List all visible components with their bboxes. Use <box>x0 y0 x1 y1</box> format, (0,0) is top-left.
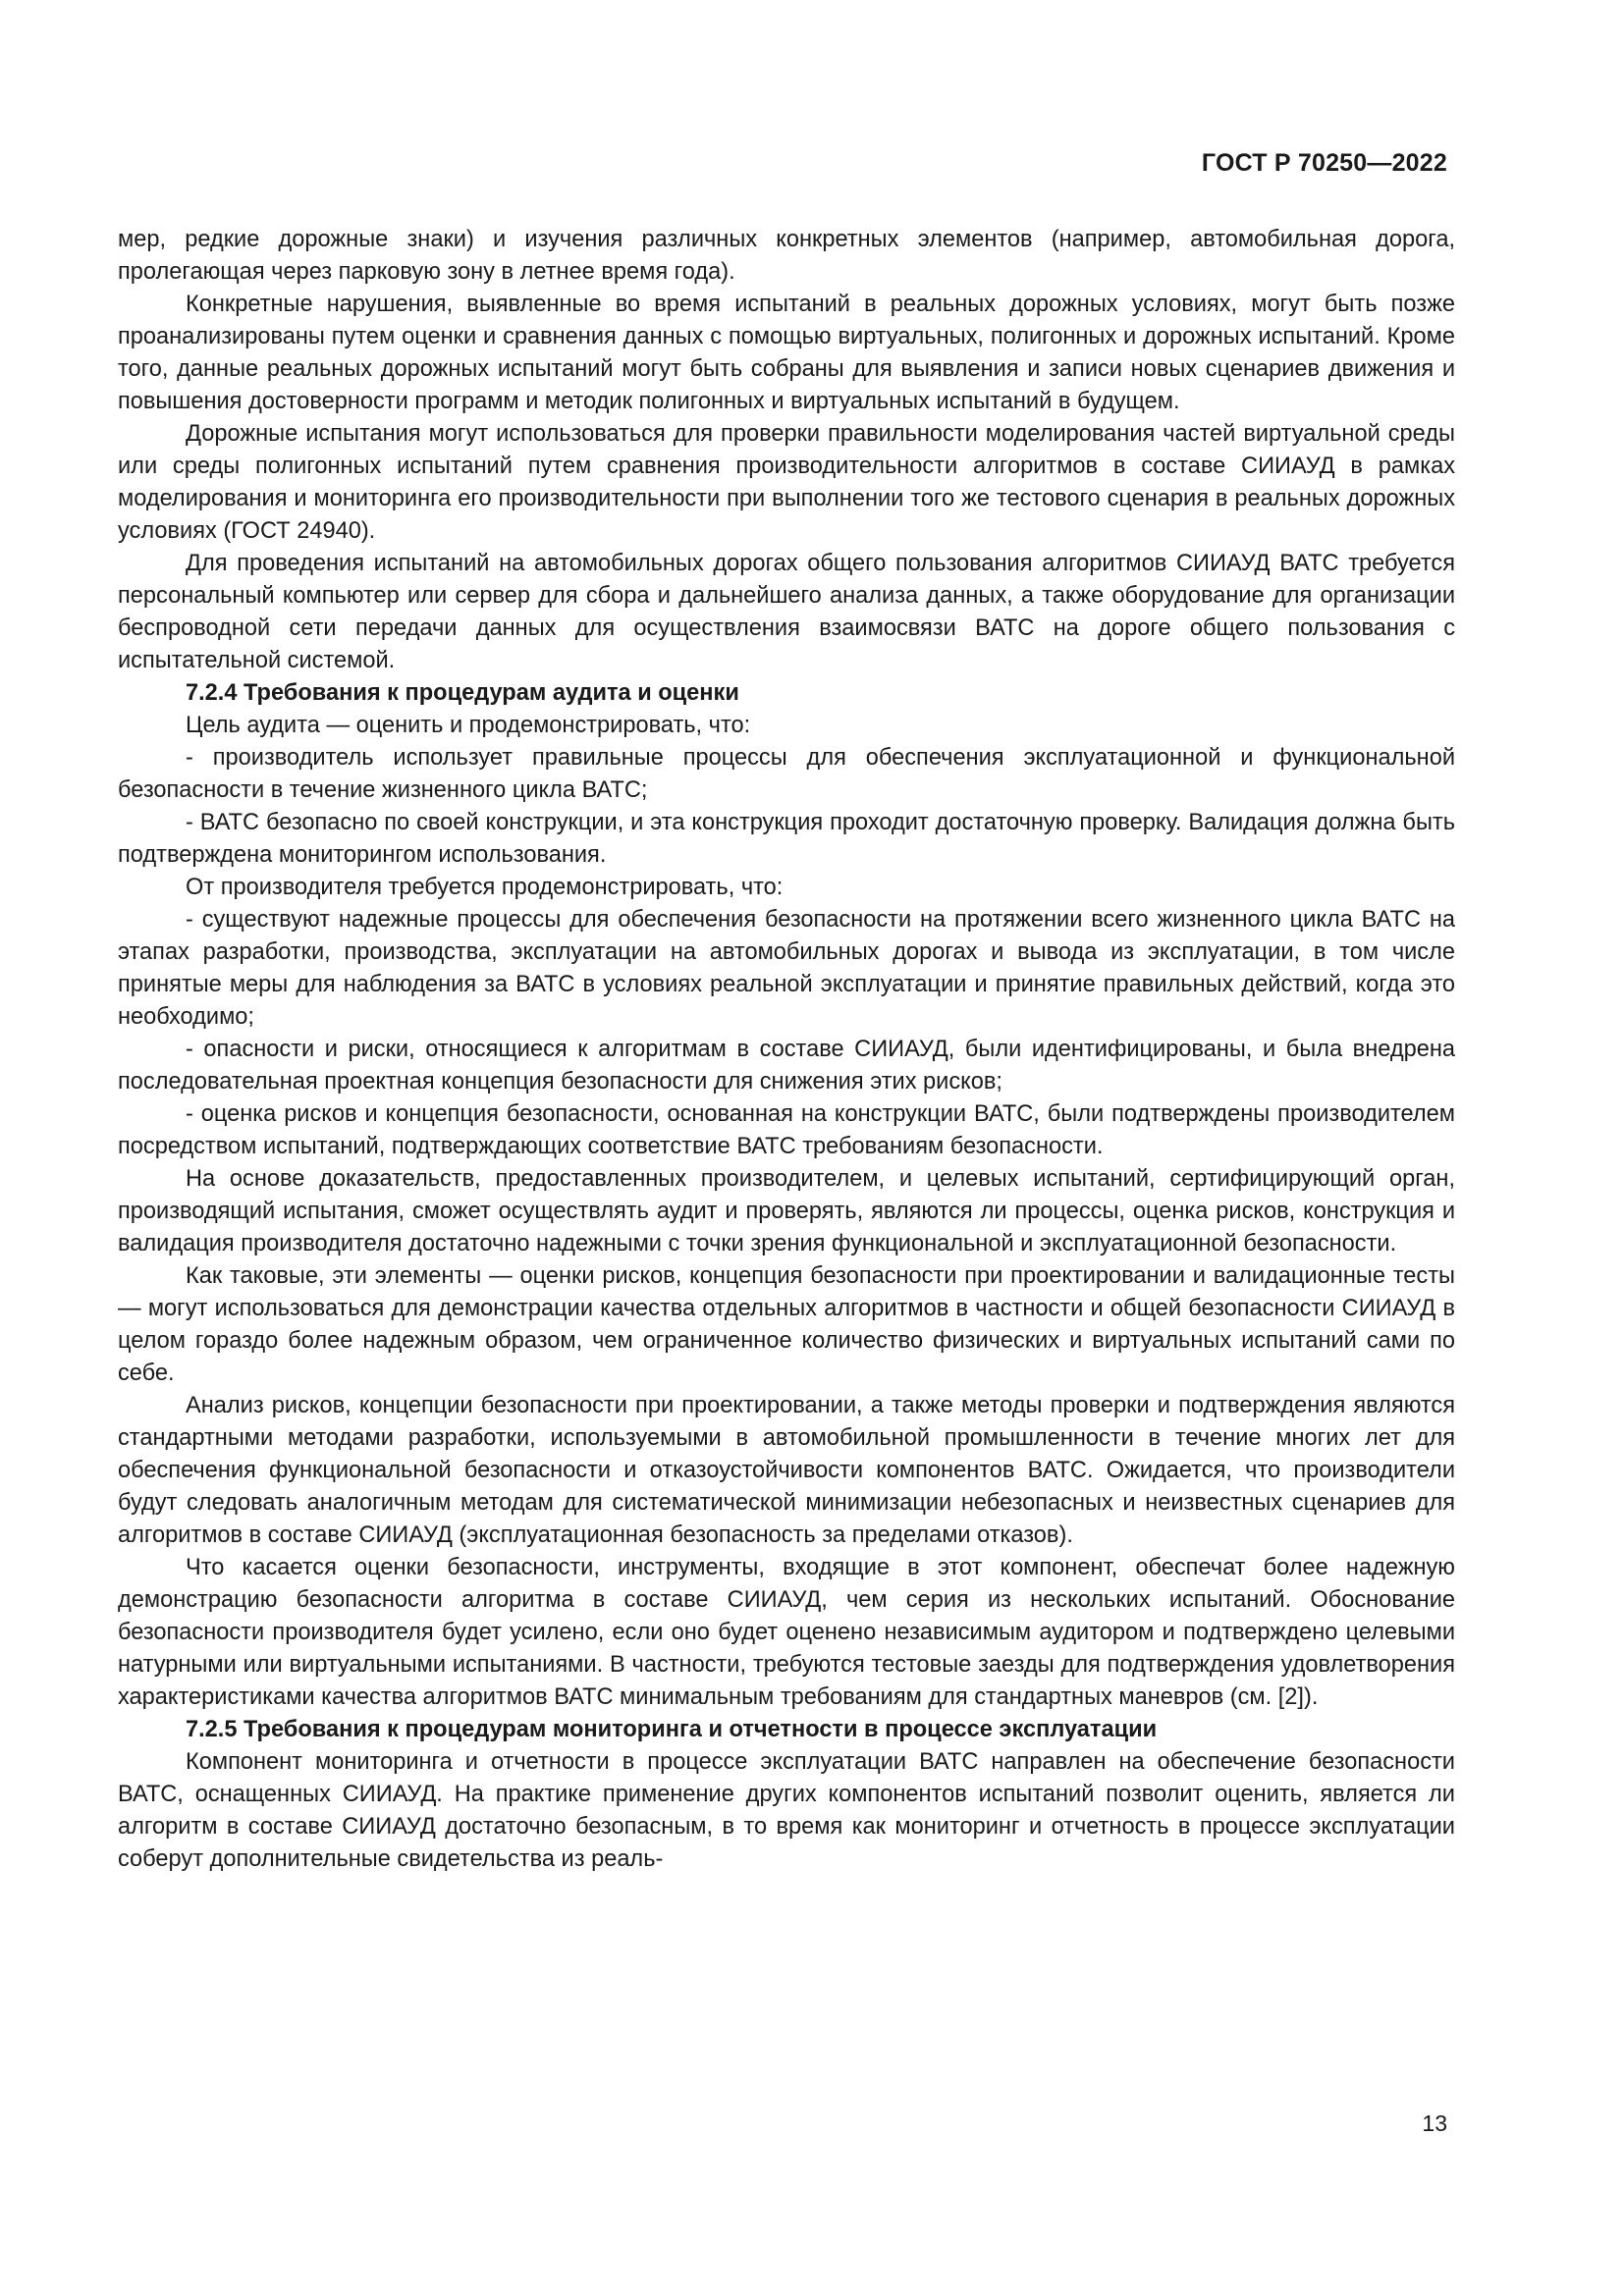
list-item: - опасности и риски, относящиеся к алгоритмам в составе СИИАУД, были идентифицированы, и была внедрена последовательная проектная концепция безопасности для снижения этих рисков; <box>118 1037 1455 1095</box>
list-item: - существуют надежные процессы для обеспечения безопасности на протяжении всего жизненного цикла ВАТС на этапах разработки, производства, эксплуатации на автомобильных дорогах и вывода из эксплуатации, в том числе принятые меры для наблюдения за ВАТС в условиях реальной эксплуатации и принятие правильных действий, когда это необходимо; <box>118 907 1455 1030</box>
paragraph: От производителя требуется продемонстрировать, что: <box>186 875 784 900</box>
section-heading-7-2-4: 7.2.4 Требования к процедурам аудита и оценки <box>186 680 739 706</box>
paragraph: Дорожные испытания могут использоваться для проверки правильности моделирования частей виртуальной среды или среды полигонных испытаний путем сравнения производительности алгоритмов в составе СИИАУД в рамках моделирования и мониторинга его производительности при выполнении того же тестового сценария в реальных дорожных условиях (ГОСТ 24940). <box>118 421 1455 544</box>
paragraph: Как таковые, эти элементы — оценки рисков, концепция безопасности при проектировании и валидационные тесты — могут использоваться для демонстрации качества отдельных алгоритмов в частности и общей безопасности СИИАУД в целом гораздо более надежным образом, чем ограниченное количество физических и виртуальных испытаний сами по себе. <box>118 1263 1455 1386</box>
paragraph: мер, редкие дорожные знаки) и изучения различных конкретных элементов (например, автомобильная дорога, пролегающая через парковую зону в летнее время года). <box>118 227 1455 285</box>
paragraph: Анализ рисков, концепции безопасности при проектировании, а также методы проверки и подтверждения являются стандартными методами разработки, используемыми в автомобильной промышленности в течение многих лет для обеспечения функциональной безопасности и отказоустойчивости компонентов ВАТС. Ожидается, что производители будут следовать аналогичным методам для систематической минимизации небезопасных и неизвестных сценариев для алгоритмов в составе СИИАУД (эксплуатационная безопасность за пределами отказов). <box>118 1393 1455 1548</box>
paragraph: Конкретные нарушения, выявленные во время испытаний в реальных дорожных условиях, могут быть позже проанализированы путем оценки и сравнения данных с помощью виртуальных, полигонных и дорожных испытаний. Кроме того, данные реальных дорожных испытаний могут быть собраны для выявления и записи новых сценариев движения и повышения достоверности программ и методик полигонных и виртуальных испытаний в будущем. <box>118 292 1455 414</box>
paragraph: Цель аудита — оценить и продемонстрировать, что: <box>186 713 751 738</box>
list-item: - ВАТС безопасно по своей конструкции, и эта конструкция проходит достаточную проверку. Валидация должна быть подтверждена мониторингом использования. <box>118 810 1455 868</box>
paragraph: На основе доказательств, предоставленных производителем, и целевых испытаний, сертифицирующий орган, производящий испытания, сможет осуществлять аудит и проверять, являются ли процессы, оценка рисков, конструкция и валидация производителя достаточно надежными с точки зрения функциональной и эксплуатационной безопасности. <box>118 1166 1455 1256</box>
list-item: - оценка рисков и концепция безопасности, основанная на конструкции ВАТС, были подтверждены производителем посредством испытаний, подтверждающих соответствие ВАТС требованиям безопасности. <box>118 1101 1455 1159</box>
paragraph: Компонент мониторинга и отчетности в процессе эксплуатации ВАТС направлен на обеспечение безопасности ВАТС, оснащенных СИИАУД. На практике применение других компонентов испытаний позволит оценить, является ли алгоритм в составе СИИАУД достаточно безопасным, в то время как мониторинг и отчетность в процессе эксплуатации соберут дополнительные свидетельства из реаль- <box>118 1749 1455 1872</box>
page-number: 13 <box>1422 2110 1447 2136</box>
paragraph: Что касается оценки безопасности, инструменты, входящие в этот компонент, обеспечат более надежную демонстрацию безопасности алгоритма в составе СИИАУД, чем серия из нескольких испытаний. Обоснование безопасности производителя будет усилено, если оно будет оценено независимым аудитором и подтверждено целевыми натурными или виртуальными испытаниями. В частности, требуются тестовые заезды для подтверждения удовлетворения характеристиками качества алгоритмов ВАТС минимальным требованиям для стандартных маневров (см. [2]). <box>118 1555 1455 1710</box>
list-item: - производитель использует правильные процессы для обеспечения эксплуатационной и функциональной безопасности в течение жизненного цикла ВАТС; <box>118 745 1455 803</box>
section-heading-7-2-5: 7.2.5 Требования к процедурам мониторинга и отчетности в процессе эксплуатации <box>186 1717 1158 1742</box>
paragraph: Для проведения испытаний на автомобильных дорогах общего пользования алгоритмов СИИАУД ВАТС требуется персональный компьютер или сервер для сбора и дальнейшего анализа данных, а также оборудование для организации беспроводной сети передачи данных для осуществления взаимосвязи ВАТС на дороге общего пользования с испытательной системой. <box>118 551 1455 673</box>
document-body <box>118 224 1455 1876</box>
document-header: ГОСТ Р 70250—2022 <box>1201 149 1447 177</box>
